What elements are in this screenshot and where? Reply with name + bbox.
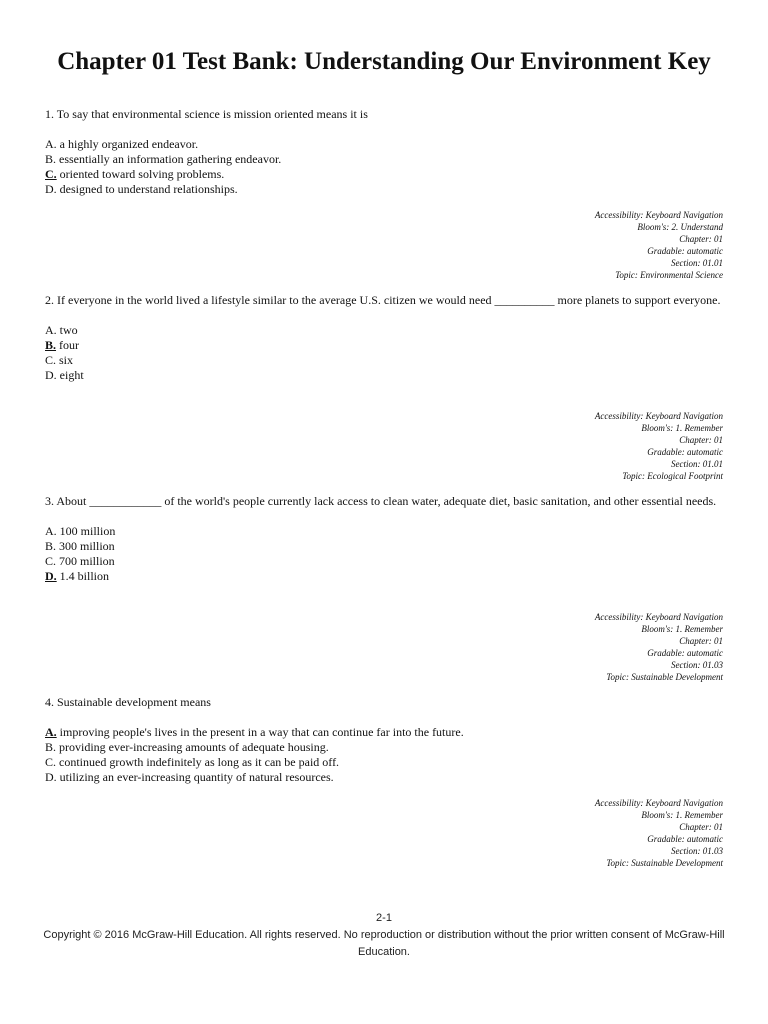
correct-choice-letter: D. (45, 569, 57, 583)
choice-letter: A. (45, 137, 57, 151)
meta-section: Section: 01.01 (671, 258, 723, 268)
correct-choice-letter: C. (45, 167, 57, 181)
answer-choice (45, 770, 725, 785)
choice-text: continued growth indefinitely as long as it can be paid off. (59, 755, 340, 769)
question-stem: 1. To say that environmental science is mission oriented means it is (45, 107, 368, 121)
choice-text: 1.4 billion (59, 569, 110, 583)
meta-accessibility: Accessibility: Keyboard Navigation (594, 411, 723, 421)
choice-text: 700 million (59, 554, 115, 568)
answer-choice-correct (45, 569, 725, 584)
choice-letter: B. (45, 152, 57, 166)
choice-text: a highly organized endeavor. (59, 137, 199, 151)
page-title: Chapter 01 Test Bank: Understanding Our Environment Key (57, 48, 711, 75)
meta-accessibility: Accessibility: Keyboard Navigation (594, 798, 723, 808)
answer-choice (45, 182, 725, 197)
meta-gradable: Gradable: automatic (647, 246, 723, 256)
meta-gradable: Gradable: automatic (647, 834, 723, 844)
meta-section: Section: 01.03 (671, 660, 723, 670)
question-stem: 3. About ____________ of the world's people currently lack access to clean water, adequate diet, basic sanitation, and other essential needs. (45, 494, 717, 508)
choice-text: four (59, 338, 80, 352)
meta-chapter: Chapter: 01 (679, 435, 723, 445)
answer-choice (45, 524, 725, 539)
choice-letter: C. (45, 353, 57, 367)
answer-choice (45, 755, 725, 770)
meta-blooms: Bloom's: 1. Remember (641, 810, 723, 820)
choice-text: utilizing an ever-increasing quantity of natural resources. (59, 770, 334, 784)
copyright-notice: Copyright © 2016 McGraw-Hill Education. All rights reserved. No reproduction or distribution without the prior written consent of McGraw-Hill Education. (43, 929, 725, 958)
answer-choice (45, 323, 725, 338)
answer-choice (45, 152, 725, 167)
question-2-metadata (423, 410, 723, 482)
question-3 (45, 494, 725, 584)
meta-blooms: Bloom's: 1. Remember (641, 624, 723, 634)
choice-letter: D. (45, 770, 57, 784)
meta-blooms: Bloom's: 1. Remember (641, 423, 723, 433)
choice-text: 100 million (59, 524, 116, 538)
choice-text: providing ever-increasing amounts of adequate housing. (59, 740, 329, 754)
choice-letter: A. (45, 323, 57, 337)
page-footer (40, 910, 728, 961)
answer-choice (45, 740, 725, 755)
question-stem: 4. Sustainable development means (45, 695, 211, 709)
answer-choice (45, 539, 725, 554)
choice-text: six (59, 353, 74, 367)
choice-letter: A. (45, 524, 57, 538)
question-1-metadata (423, 209, 723, 281)
meta-chapter: Chapter: 01 (679, 234, 723, 244)
question-stem: 2. If everyone in the world lived a lifestyle similar to the average U.S. citizen we would need __________ more planets to support everyone. (45, 293, 721, 307)
answer-choice-correct (45, 167, 725, 182)
choice-letter: D. (45, 368, 57, 382)
question-4 (45, 695, 725, 785)
meta-topic: Topic: Sustainable Development (606, 672, 723, 682)
meta-blooms: Bloom's: 2. Understand (637, 222, 723, 232)
question-2 (45, 293, 725, 383)
question-3-metadata (423, 611, 723, 683)
meta-chapter: Chapter: 01 (679, 822, 723, 832)
page-number: 2-1 (376, 912, 392, 924)
answer-choice (45, 554, 725, 569)
choice-text: oriented toward solving problems. (59, 167, 225, 181)
meta-topic: Topic: Environmental Science (615, 270, 723, 280)
choice-text: essentially an information gathering endeavor. (59, 152, 282, 166)
choice-text: eight (59, 368, 84, 382)
meta-section: Section: 01.03 (671, 846, 723, 856)
choice-letter: B. (45, 539, 57, 553)
correct-choice-letter: A. (45, 725, 57, 739)
choice-text: 300 million (59, 539, 115, 553)
choice-letter: D. (45, 182, 57, 196)
answer-choice (45, 368, 725, 383)
answer-choice-correct (45, 725, 725, 740)
meta-topic: Topic: Sustainable Development (606, 858, 723, 868)
meta-gradable: Gradable: automatic (647, 447, 723, 457)
meta-section: Section: 01.01 (671, 459, 723, 469)
question-1 (45, 107, 725, 197)
meta-topic: Topic: Ecological Footprint (622, 471, 723, 481)
choice-text: two (59, 323, 78, 337)
answer-choice (45, 353, 725, 368)
correct-choice-letter: B. (45, 338, 57, 352)
meta-chapter: Chapter: 01 (679, 636, 723, 646)
meta-accessibility: Accessibility: Keyboard Navigation (594, 210, 723, 220)
answer-choice-correct (45, 338, 725, 353)
question-4-metadata (423, 797, 723, 869)
answer-choice (45, 137, 725, 152)
choice-text: designed to understand relationships. (59, 182, 238, 196)
choice-letter: B. (45, 740, 57, 754)
meta-accessibility: Accessibility: Keyboard Navigation (594, 612, 723, 622)
choice-letter: C. (45, 755, 57, 769)
choice-letter: C. (45, 554, 57, 568)
choice-text: improving people's lives in the present in a way that can continue far into the future. (59, 725, 464, 739)
meta-gradable: Gradable: automatic (647, 648, 723, 658)
